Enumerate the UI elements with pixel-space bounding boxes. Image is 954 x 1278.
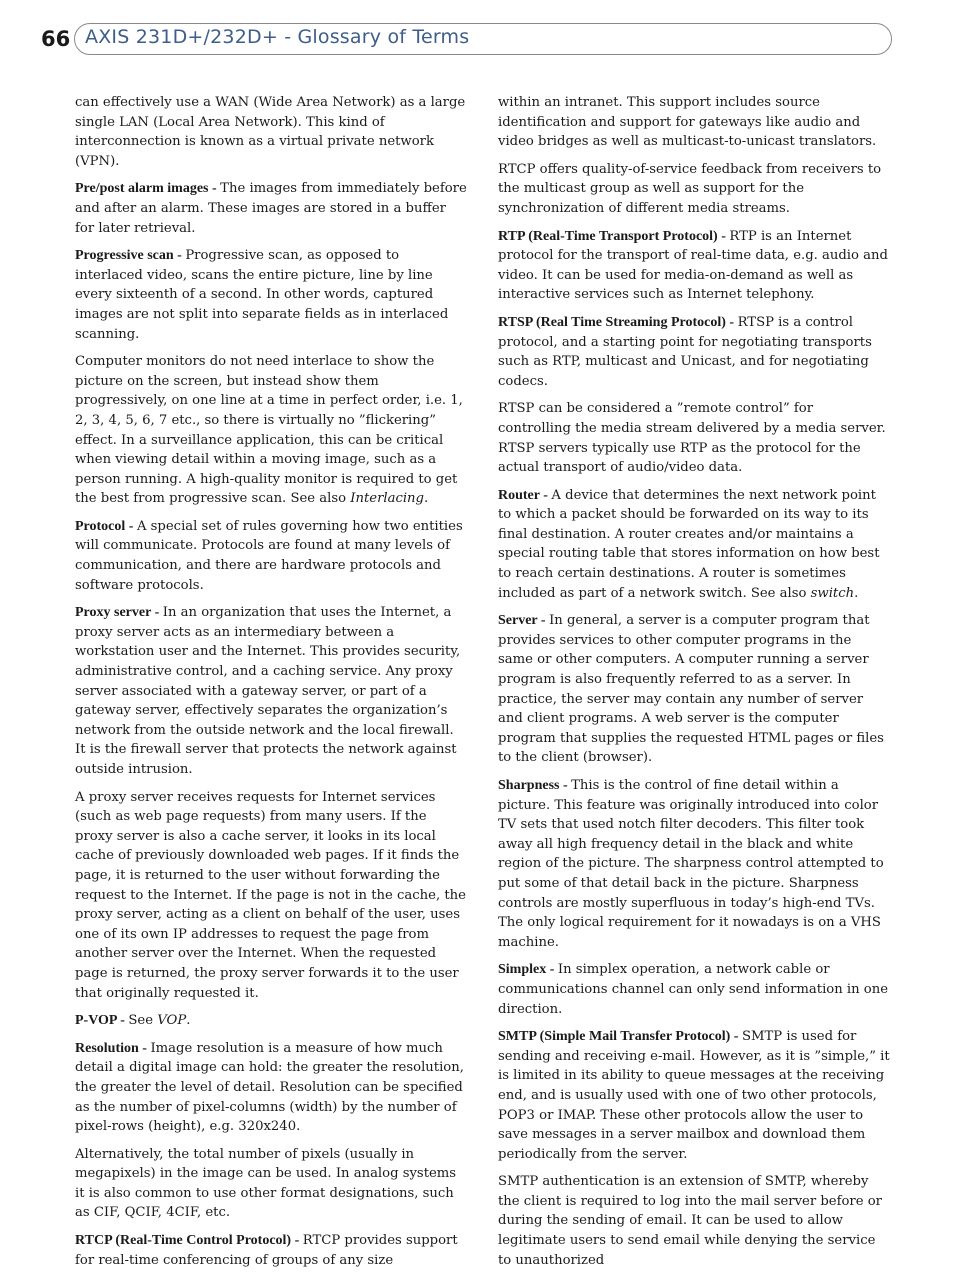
cross-reference: switch [810, 585, 855, 601]
trailing-punctuation: . [854, 585, 859, 601]
page-header [0, 0, 954, 70]
definition-text: This is the control of fine detail within a picture. This feature was originally introduced into color TV sets that used notch filter decoders. This filter took away all high frequency detail in the black and white region of the picture. The sharpness control attempted to put some of that detail back in the picture. Sharpness controls are mostly superfluous in today’s high-end TVs. The only logical requirement for it nowadays is on a VHS machine. [498, 778, 884, 950]
definition-text: SMTP is used for sending and receiving e-mail. However, as it is ”simple,” it is limited in its ability to queue messages at the receiving end, and is usually used with one of two other protocols, POP3 or IMAP. These other protocols allow the user to save messages in a server mailbox and download them periodically from the server. [498, 1029, 890, 1162]
definition-text: RTSP can be considered a ”remote control” for controlling the media stream delivered by a media server. RTSP servers typically use RTP as the protocol for the actual transport of audio/video data. [498, 401, 886, 476]
glossary-entry [75, 1039, 467, 1137]
term-separator: - [116, 1013, 129, 1029]
definition-text: within an intranet. This support includes source identification and support for gateways like audio and video bridges as well as multicast-to-unicast translators. [498, 95, 877, 150]
glossary-term: Resolution [75, 1040, 139, 1056]
definition-text: can effectively use a WAN (Wide Area Network) as a large single LAN (Local Area Network). This kind of interconnection is known as a virtual private network (VPN). [75, 95, 466, 169]
term-separator: - [151, 605, 163, 621]
glossary-term: Server [498, 613, 538, 629]
glossary-paragraph [75, 352, 467, 509]
definition-text: Computer monitors do not need interlace to show the picture on the screen, but instead show them progressively, on one line at a time in perfect order, i.e. 1, 2, 3, 4, 5, 6, 7 etc., so there is virtually no ”flickering” effect. In a surveillance application, this can be critical when viewing detail within a moving image, such as a person running. A high-quality monitor is required to get the best from progressive scan. See also [75, 354, 463, 507]
term-separator: - [725, 314, 738, 330]
definition-text: A device that determines the next network point to which a packet should be forwarded on its way to its final destination. A router creates and/or maintains a special routing table that stores information on how best to reach certain destinations. A router is sometimes included as part of a network switch. See also [498, 487, 880, 601]
glossary-term: RTCP (Real-Time Control Protocol) [75, 1233, 292, 1249]
trailing-punctuation: . [424, 491, 429, 507]
glossary-term: Pre/post alarm images [75, 181, 209, 197]
glossary-entry [75, 1231, 467, 1270]
glossary-paragraph [498, 160, 890, 219]
glossary-entry [75, 1011, 467, 1031]
definition-text: RTP is an Internet protocol for the transport of real-time data, e.g. audio and video. It can be used for media-on-demand as well as interactive services such as Internet telephony. [498, 228, 888, 303]
term-separator: - [291, 1233, 303, 1249]
glossary-term: Proxy server [75, 605, 152, 621]
definition-text: A special set of rules governing how two entities will communicate. Protocols are found at many levels of communication, and there are hardware protocols and software protocols. [75, 518, 463, 593]
page-number: 66 [41, 27, 71, 51]
glossary-paragraph [75, 1145, 467, 1223]
term-separator: - [546, 962, 558, 978]
glossary-entry [498, 611, 890, 768]
glossary-entry [498, 960, 890, 1019]
term-separator: - [717, 228, 730, 244]
glossary-term: Protocol [75, 518, 126, 534]
glossary-paragraph [498, 93, 890, 152]
definition-text: SMTP authentication is an extension of SMTP, whereby the client is required to log into the mail server before or during the sending of email. It can be used to allow legitimate users to send email while denying the service to unauthorized [498, 1174, 882, 1268]
page-title: AXIS 231D+/232D+ - Glossary of Terms [85, 26, 470, 48]
glossary-paragraph [75, 788, 467, 1004]
glossary-term: RTSP (Real Time Streaming Protocol) [498, 314, 726, 330]
glossary-paragraph [498, 1172, 890, 1270]
glossary-entry [75, 246, 467, 344]
glossary-entry [498, 313, 890, 391]
definition-text: The images from immediately before and after an alarm. These images are stored in a buffer for later retrieval. [75, 181, 467, 236]
term-separator: - [559, 778, 572, 793]
glossary-entry [498, 227, 890, 305]
glossary-term: Sharpness [498, 778, 560, 793]
trailing-punctuation: . [186, 1013, 191, 1029]
glossary-entry [75, 603, 467, 779]
term-separator: - [537, 613, 550, 629]
term-separator: - [125, 518, 137, 534]
term-separator: - [138, 1040, 151, 1056]
definition-text: RTCP offers quality-of-service feedback from receivers to the multicast group as well as support for the synchronization of different media streams. [498, 161, 882, 216]
definition-text: RTCP provides support for real-time conferencing of groups of any size [75, 1233, 458, 1268]
glossary-entry [498, 776, 890, 952]
definition-text: Progressive scan, as opposed to interlaced video, scans the entire picture, line by line every sixteenth of a second. In other words, captured images are not split into separate fields as in interlaced scanning. [75, 248, 449, 342]
glossary-paragraph [498, 399, 890, 477]
term-separator: - [539, 487, 552, 503]
term-separator: - [173, 248, 186, 264]
glossary-term: SMTP (Simple Mail Transfer Protocol) [498, 1029, 731, 1045]
right-column [498, 93, 890, 1278]
left-column [75, 93, 467, 1278]
glossary-term: RTP (Real-Time Transport Protocol) [498, 228, 718, 244]
glossary-paragraph [75, 93, 467, 171]
definition-text: A proxy server receives requests for Internet services (such as web page requests) from many users. If the proxy server is also a cache server, it looks in its local cache of previously downloaded web pages. If it finds the page, it is returned to the user without forwarding the request to the Internet. If the page is not in the cache, the proxy server, acting as a client on behalf of the user, uses one of its own IP addresses to request the page from another server over the Internet. When the requested page is returned, the proxy server forwards it to the user that originally requested it. [75, 789, 466, 1001]
glossary-term: Simplex [498, 962, 547, 978]
definition-text: Alternatively, the total number of pixels (usually in megapixels) in the image can be used. In analog systems it is also common to use other format designations, such as CIF, QCIF, 4CIF, etc. [75, 1146, 457, 1221]
glossary-term: P-VOP [75, 1013, 117, 1029]
glossary-entry [498, 1027, 890, 1164]
glossary-term: Router [498, 487, 540, 503]
glossary-term: Progressive scan [75, 248, 174, 264]
definition-text: In general, a server is a computer program that provides services to other computer programs in the same or other computers. A computer running a server program is also frequently referred to as a server. In practice, the server may contain any number of server and client programs. A web server is the computer program that supplies the requested HTML pages or files to the client (browser). [498, 613, 884, 766]
glossary-entry [75, 517, 467, 595]
definition-text: See [128, 1013, 158, 1029]
glossary-entry [75, 179, 467, 238]
definition-text: RTSP is a control protocol, and a starting point for negotiating transports such as RTP, multicast and Unicast, and for negotiating codecs. [498, 314, 872, 389]
term-separator: - [208, 181, 221, 197]
definition-text: In an organization that uses the Internet, a proxy server acts as an intermediary between a workstation user and the Internet. This provides security, administrative control, and a caching service. Any proxy server associated with a gateway server, or part of a gateway server, effectively separates the organization’s network from the outside network and the local firewall. It is the firewall server that protects the network against outside intrusion. [75, 605, 461, 777]
glossary-entry [498, 486, 890, 604]
cross-reference: VOP [157, 1013, 187, 1029]
term-separator: - [730, 1029, 742, 1045]
definition-text: Image resolution is a measure of how much detail a digital image can hold: the greater the resolution, the greater the level of detail. Resolution can be specified as the number of pixel-columns (width) by the number of pixel-rows (height), e.g. 320x240. [75, 1040, 464, 1135]
cross-reference: Interlacing [350, 491, 424, 507]
definition-text: In simplex operation, a network cable or communications channel can only send information in one direction. [498, 962, 889, 1017]
